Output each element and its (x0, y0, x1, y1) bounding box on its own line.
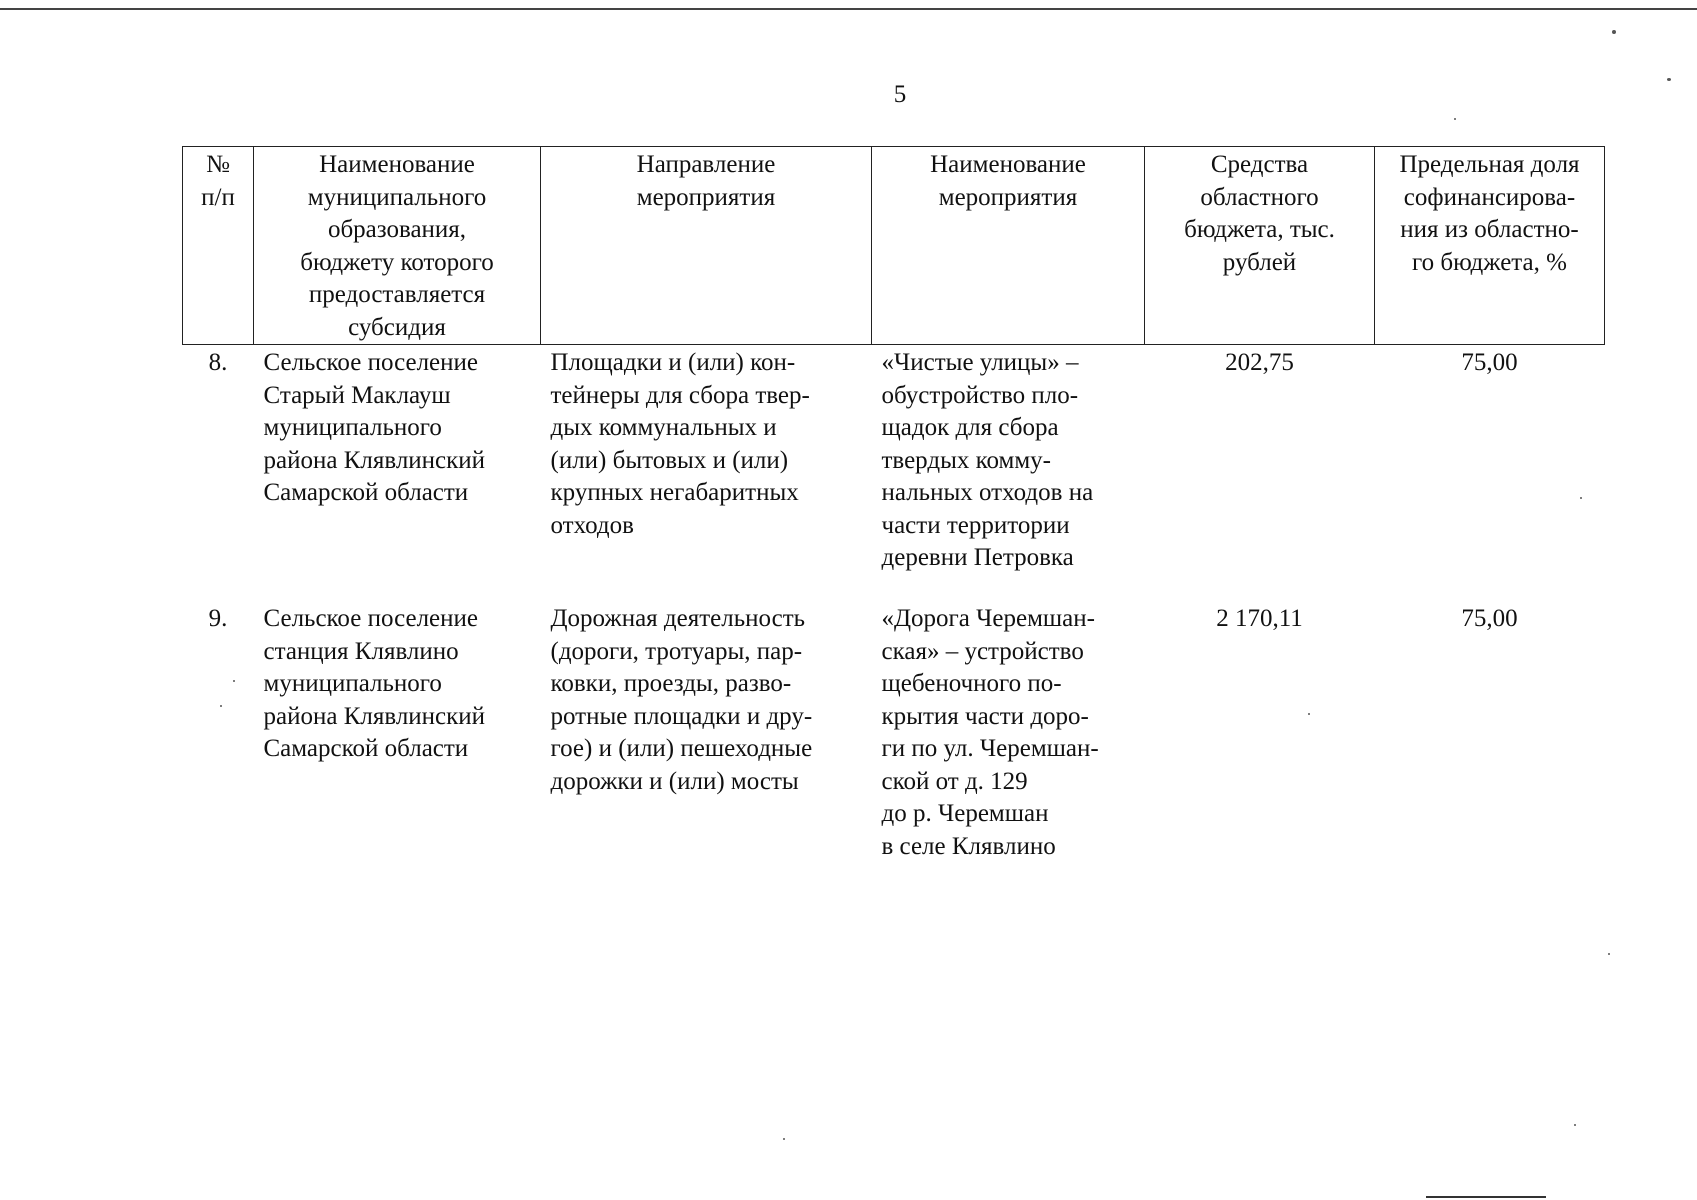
row-number (183, 345, 254, 602)
row-cofinancing-share (1375, 601, 1605, 863)
header-municipality (254, 147, 541, 345)
row-municipality-text: Сельское поселение станция Клявлино муниципального района Клявлинский Самарской области (263, 605, 486, 762)
scan-speck (1580, 497, 1582, 499)
row-regional-funds (1145, 601, 1375, 863)
header-number (183, 147, 254, 345)
table-row (183, 345, 1605, 602)
row-municipality-text: Сельское поселение Старый Маклауш муниципального района Клявлинский Самарской области (263, 349, 486, 506)
page-number: 5 (893, 81, 907, 108)
header-event-name (872, 147, 1145, 345)
scan-speck (220, 705, 222, 707)
header-event-name-text: Наименование мероприятия (930, 151, 1086, 211)
row-event-name (872, 345, 1145, 602)
row-direction (541, 601, 872, 863)
row-regional-funds-text: 202,75 (1225, 349, 1294, 376)
header-number-text: № п/п (201, 151, 235, 211)
scan-speck (1454, 118, 1456, 120)
header-regional-funds (1145, 147, 1375, 345)
scan-top-border (0, 8, 1697, 10)
table-header-row (183, 147, 1605, 345)
header-cofinancing-share (1375, 147, 1605, 345)
row-cofinancing-share (1375, 345, 1605, 602)
header-regional-funds-text: Средства областного бюджета, тыс. рублей (1184, 151, 1335, 276)
scan-speck (1608, 953, 1610, 955)
header-municipality-text: Наименование муниципального образования, бюджету которого предоставляется субсидия (300, 151, 494, 341)
row-event-name-text: «Чистые улицы» – обустройство пло- щадок для сбора твердых комму- нальных отходов на части территории деревни Петровка (881, 349, 1094, 571)
scan-speck (1574, 1124, 1576, 1126)
row-number-text: 8. (208, 349, 228, 376)
row-cofinancing-share-text: 75,00 (1461, 349, 1518, 376)
header-direction-text: Направление мероприятия (636, 151, 776, 211)
row-municipality (254, 601, 541, 863)
row-number (183, 601, 254, 863)
row-event-name (872, 601, 1145, 863)
table-row (183, 601, 1605, 863)
scan-speck (233, 680, 235, 682)
scan-speck (783, 1138, 785, 1140)
header-cofinancing-share-text: Предельная доля софинансирова- ния из областно- го бюджета, % (1399, 151, 1580, 276)
scan-speck (1308, 713, 1310, 715)
row-regional-funds (1145, 345, 1375, 602)
row-cofinancing-share-text: 75,00 (1461, 605, 1518, 632)
footer-rule (1426, 1196, 1546, 1198)
scan-speck (1612, 30, 1616, 34)
row-direction-text: Дорожная деятельность (дороги, тротуары, пар- ковки, проезды, разво- ротные площадки и дру- гое) и (или) пешеходные дорожки и (или) мосты (550, 605, 813, 795)
subsidy-table (182, 146, 1605, 863)
row-regional-funds-text: 2 170,11 (1216, 605, 1303, 632)
row-direction (541, 345, 872, 602)
row-direction-text: Площадки и (или) кон- тейнеры для сбора твер- дых коммунальных и (или) бытовых и (или) крупных негабаритных отходов (550, 349, 810, 539)
header-direction (541, 147, 872, 345)
row-number-text: 9. (208, 605, 228, 632)
row-event-name-text: «Дорога Черемшан- ская» – устройство щебеночного по- крытия части доро- ги по ул. Черемшан- ской от д. 129 до р. Черемшан в селе Клявлино (881, 605, 1099, 860)
scan-speck (1667, 78, 1671, 81)
row-municipality (254, 345, 541, 602)
